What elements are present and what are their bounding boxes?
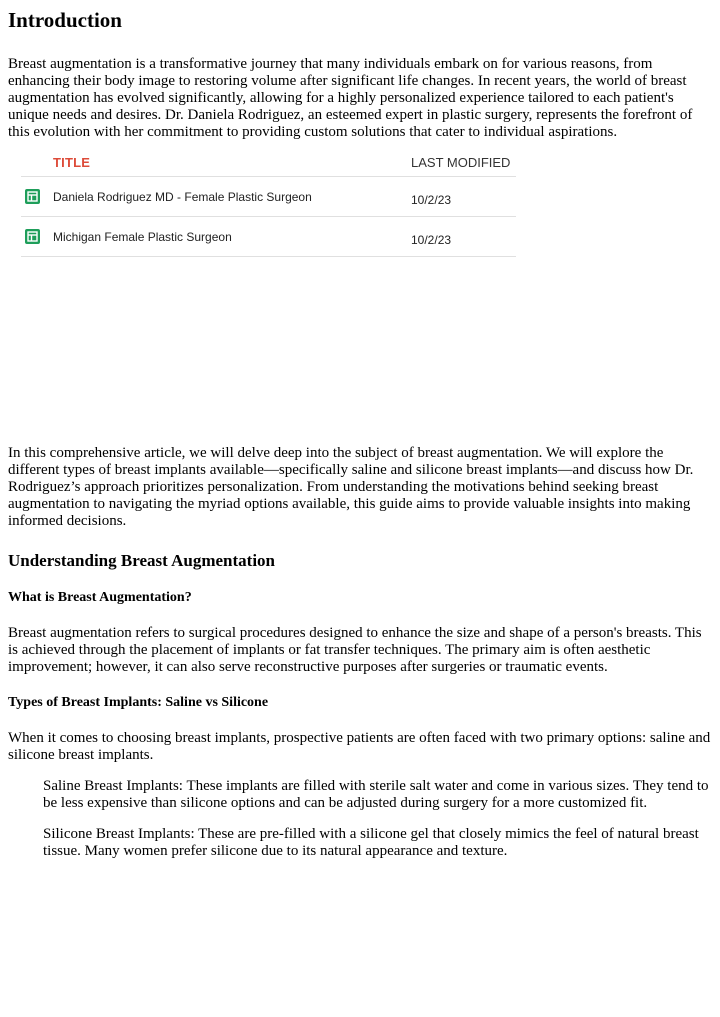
google-sheets-icon [25, 229, 40, 244]
subsection-heading-types: Types of Breast Implants: Saline vs Silicone [8, 695, 269, 710]
file-row[interactable] [21, 217, 516, 257]
file-table-header [21, 146, 516, 177]
google-sheets-icon [25, 189, 40, 204]
subsection-heading-what: What is Breast Augmentation? [8, 590, 192, 605]
column-title-header[interactable]: TITLE [53, 155, 91, 170]
column-last-modified-header[interactable]: LAST MODIFIED [411, 155, 511, 170]
file-row[interactable] [21, 177, 516, 217]
list-item-silicone: Silicone Breast Implants: These are pre-filled with a silicone gel that closely mimics the feel of natural breast tissue. Many women prefer silicone due to its natural appearance and texture. [43, 826, 699, 859]
file-table [21, 146, 516, 257]
file-modified-date: 10/2/23 [411, 233, 452, 247]
file-title-link[interactable]: Daniela Rodriguez MD - Female Plastic Surgeon [53, 190, 312, 204]
intro-paragraph: Breast augmentation is a transformative journey that many individuals embark on for various reasons, from enhancing their body image to restoring volume after significant life changes. In recent years, the world of breast augmentation has evolved significantly, allowing for a highly personalized experience tailored to each patient's unique needs and desires. Dr. Daniela Rodriguez, an esteemed expert in plastic surgery, represents the forefront of this evolution with her commitment to providing custom solutions that cater to individual aspirations. [8, 56, 693, 140]
file-modified-date: 10/2/23 [411, 193, 452, 207]
page-title: Introduction [8, 8, 122, 32]
document-page [8, 0, 712, 859]
section-heading: Understanding Breast Augmentation [8, 551, 275, 570]
list-item-saline: Saline Breast Implants: These implants are filled with sterile salt water and come in various sizes. They tend to be less expensive than silicone options and can be adjusted during surgery for a more customized fit. [43, 778, 709, 811]
what-paragraph: Breast augmentation refers to surgical procedures designed to enhance the size and shape of a person's breasts. This is achieved through the placement of implants or fat transfer techniques. The primary aim is often aesthetic improvement; however, it can also serve reconstructive purposes after surgeries or traumatic events. [8, 625, 702, 675]
implant-list [8, 778, 712, 860]
article-body [8, 445, 712, 874]
file-title-link[interactable]: Michigan Female Plastic Surgeon [53, 230, 232, 244]
types-paragraph: When it comes to choosing breast implants, prospective patients are often faced with two primary options: saline and silicone breast implants. [8, 730, 711, 763]
overview-paragraph: In this comprehensive article, we will delve deep into the subject of breast augmentation. We will explore the different types of breast implants available—specifically saline and silicone breast implants—and discuss how Dr. Rodriguez’s approach prioritizes personalization. From understanding the motivations behind seeking breast augmentation to navigating the myriad options available, this guide aims to provide valuable insights into making informed decisions. [8, 445, 694, 529]
